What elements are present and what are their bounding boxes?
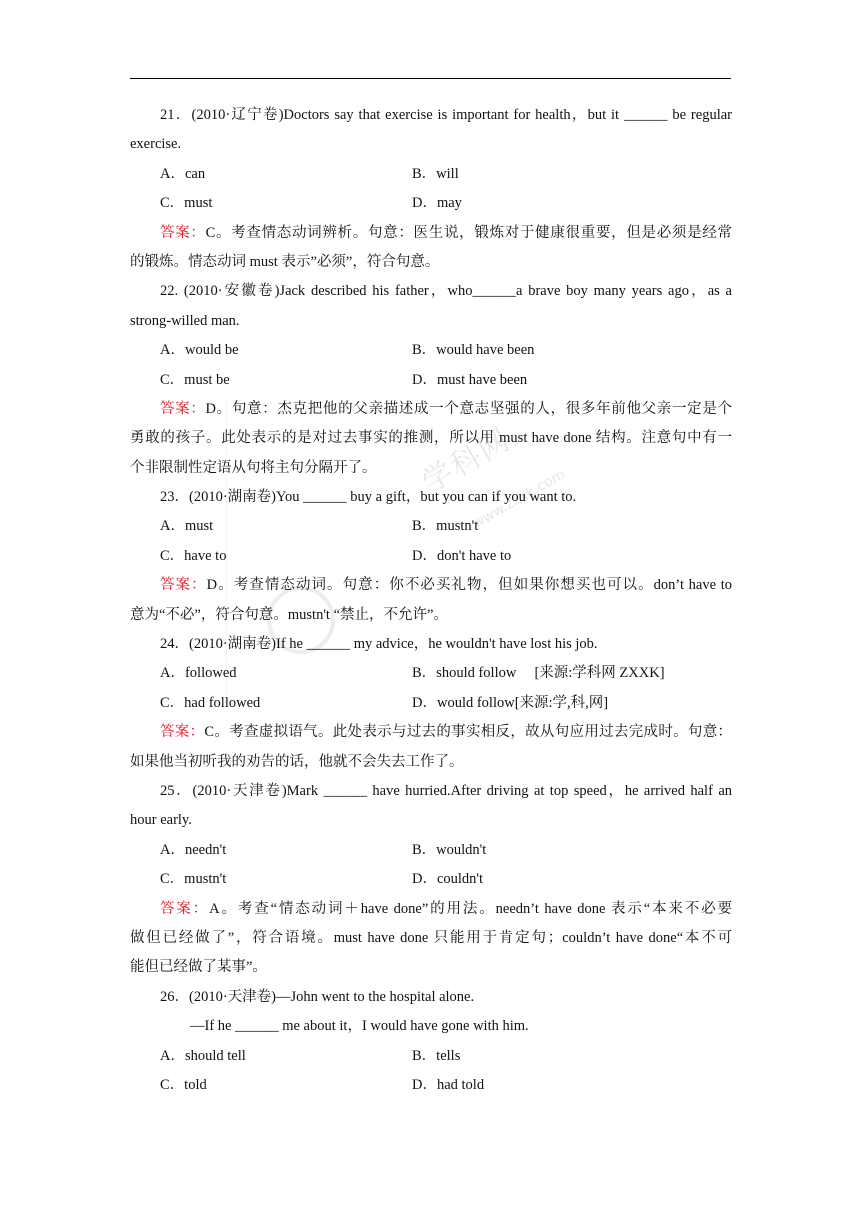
answer-text: 勇敢的孩子。此处表示的是对过去事实的推测，所以用 must have done 结构。注意句中有一 [130, 430, 732, 447]
answer-line [130, 571, 732, 600]
option-row [130, 1071, 732, 1100]
question-stem: 23．(2010·湖南卷)You ______ buy a gift，but you can if you want to. [160, 489, 577, 506]
question-stem: 22. (2010·安徽卷)Jack described his father，who______a brave boy many years ago，as a [160, 283, 732, 300]
answer-text: 如果他当初听我的劝告的话，他就不会失去工作了。 [130, 753, 464, 770]
option-row [130, 366, 732, 395]
option-c: C．have to [160, 547, 227, 564]
question-stem: 21．(2010·辽宁卷)Doctors say that exercise is important for health，but it ______ be regular [160, 107, 732, 123]
answer-label: 答案： [160, 577, 207, 594]
question-22 [130, 277, 732, 483]
option-b: B．tells [412, 1047, 461, 1064]
option-b: B．should follow [来源:学科网 ZXXK] [412, 665, 665, 682]
question-stem: —If he ______ me about it，I would have gone with him. [190, 1018, 529, 1035]
header-rule [130, 78, 731, 79]
option-a: A．can [160, 165, 206, 182]
option-c: C．must [160, 195, 213, 212]
answer-line [130, 395, 732, 424]
answer-text: D。考查情态动词。句意：你不必买礼物，但如果你想买也可以。don’t have to [206, 577, 732, 594]
answer-text: C。考查情态动词辨析。句意：医生说，锻炼对于健康很重要，但是必须是经常 [205, 224, 732, 241]
option-a: A．followed [160, 665, 237, 682]
question-stem: exercise. [130, 136, 182, 153]
question-stem: 25．(2010·天津卷)Mark ______ have hurried.After driving at top speed，he arrived half an [160, 782, 732, 799]
option-row [130, 689, 732, 718]
question-stem: strong-willed man. [130, 312, 240, 329]
answer-label: 答案： [160, 400, 206, 417]
option-row [130, 336, 732, 365]
answer-line [130, 718, 732, 747]
option-c: C．mustn't [160, 871, 227, 888]
answer-label: 答案： [160, 900, 210, 917]
answer-text: 个非限制性定语从句将主句分隔开了。 [130, 459, 377, 476]
option-d: D．had told [412, 1076, 485, 1093]
option-a: A．should tell [160, 1047, 246, 1064]
option-row [130, 1042, 732, 1071]
question-21 [130, 101, 732, 277]
option-row [130, 659, 732, 688]
answer-text: 的锻炼。情态动词 must 表示”必须”，符合句意。 [130, 253, 440, 270]
question-24 [130, 630, 732, 777]
question-25 [130, 777, 732, 983]
option-c: C．had followed [160, 694, 261, 711]
option-row [130, 160, 732, 189]
answer-line [130, 219, 732, 248]
option-d: D．may [412, 195, 462, 212]
option-row [130, 189, 732, 218]
answer-text: A。考查“情态动词＋have done”的用法。needn’t have done 表示“本来不必要 [209, 900, 732, 917]
option-b: B．will [412, 165, 459, 182]
answer-text: D。句意：杰克把他的父亲描述成一个意志坚强的人，很多年前他父亲一定是个 [205, 400, 732, 417]
question-stem: hour early. [130, 812, 192, 829]
answer-label: 答案： [160, 224, 206, 241]
option-a: A．must [160, 518, 214, 535]
option-d: D．don't have to [412, 547, 512, 564]
answer-label: 答案： [160, 724, 205, 741]
answer-line [130, 895, 732, 924]
question-stem: 26．(2010·天津卷)—John went to the hospital alone. [160, 988, 475, 1005]
option-a: A．needn't [160, 841, 227, 858]
option-a: A．would be [160, 342, 239, 359]
option-b: B．would have been [412, 342, 535, 359]
option-d: D．couldn't [412, 871, 484, 888]
option-b: B．mustn't [412, 518, 479, 535]
watermark-url: www.zxxk.com [469, 466, 568, 532]
answer-text: 意为“不必”，符合句意。mustn't “禁止，不允许”。 [130, 606, 448, 623]
answer-text: C。考查虚拟语气。此处表示与过去的事实相反，故从句应用过去完成时。句意： [204, 724, 732, 741]
option-row [130, 542, 732, 571]
answer-text: 能但已经做了某事”。 [130, 959, 267, 976]
option-b: B．wouldn't [412, 841, 487, 858]
document-body [130, 101, 732, 1100]
option-row [130, 836, 732, 865]
option-row [130, 865, 732, 894]
question-26 [130, 983, 732, 1101]
option-c: C．must be [160, 371, 230, 388]
option-d: D．would follow[来源:学,科,网] [412, 694, 609, 711]
option-c: C．told [160, 1076, 207, 1093]
option-row [130, 512, 732, 541]
question-23 [130, 483, 732, 630]
option-d: D．must have been [412, 371, 528, 388]
question-stem: 24．(2010·湖南卷)If he ______ my advice，he wouldn't have lost his job. [160, 636, 598, 653]
answer-text: 做但已经做了”，符合语境。must have done 只能用于肯定句；couldn’t have done“本不可 [130, 929, 732, 946]
watermark-site: 学科网 [416, 421, 518, 501]
